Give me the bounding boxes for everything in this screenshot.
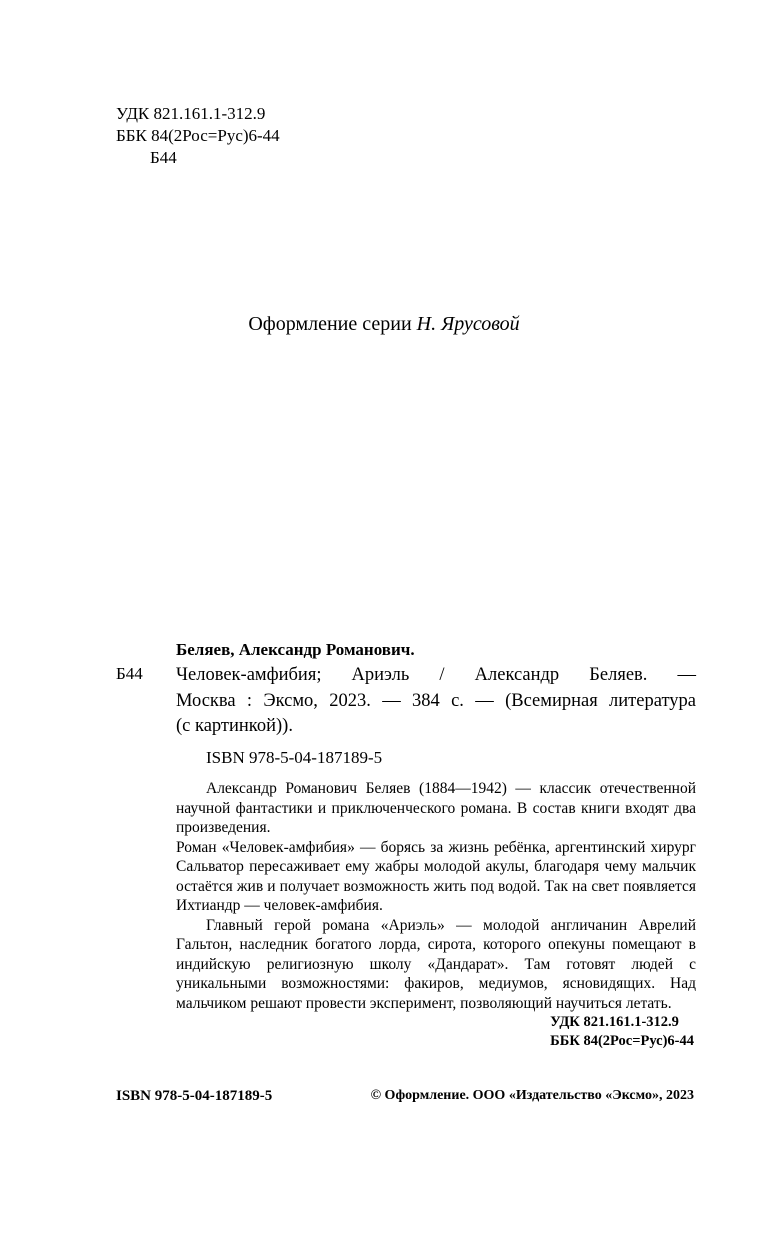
description-line: Человек-амфибия; Ариэль / Александр Беляев. — xyxy=(176,665,696,685)
description-line: (с картинкой)). xyxy=(176,716,293,736)
footer-isbn: ISBN 978-5-04-187189-5 xyxy=(116,1088,273,1104)
classification-codes xyxy=(116,103,280,169)
footer-copyright: © Оформление. ООО «Издательство «Эксмо», 2023 xyxy=(370,1088,694,1103)
series-design-prefix: Оформление серии xyxy=(248,313,412,335)
series-design-credit xyxy=(0,313,768,336)
annotation xyxy=(176,779,696,1013)
annotation-paragraph: Роман «Человек-амфибия» — борясь за жизнь ребёнка, аргентинский хирург Сальватор пересаживает ему жабры молодой акулы, благодаря чему мальчик остаётся жив и получает возможность жить под водой. Так на свет появляется Ихтиандр — человек-амфибия. xyxy=(176,838,696,914)
bottom-bbk-code: ББК 84(2Рос=Рус)6-44 xyxy=(550,1033,694,1049)
bottom-classification-codes xyxy=(550,1013,694,1051)
description-line: Москва : Эксмо, 2023. — 384 с. — (Всемирная литература xyxy=(176,690,696,711)
bibliographic-description xyxy=(176,663,696,740)
record-isbn: ISBN 978-5-04-187189-5 xyxy=(206,748,383,767)
bbk-code: ББК 84(2Рос=Рус)6-44 xyxy=(116,126,280,145)
bottom-udk-code: УДК 821.161.1-312.9 xyxy=(550,1014,679,1030)
author-heading: Беляев, Александр Романович. xyxy=(176,640,415,659)
annotation-paragraph: Александр Романович Беляев (1884—1942) — классик отечественной научной фантастики и приключенческого романа. В состав книги входят два произведения. xyxy=(176,780,696,836)
record-author-mark: Б44 xyxy=(116,664,143,683)
series-designer-name: Н. Ярусовой xyxy=(416,313,520,335)
annotation-paragraph: Главный герой романа «Ариэль» — молодой англичанин Аврелий Гальтон, наследник богатого лорда, сирота, которого опекуны помещают в индийскую религиозную школу «Дандарат». Там готовят людей с уникальными возможностями: факиров, медиумов, ясновидящих. Над мальчиком решают провести эксперимент, позволяющий научиться летать. xyxy=(176,916,696,1012)
author-mark: Б44 xyxy=(150,148,177,167)
udk-code: УДК 821.161.1-312.9 xyxy=(116,104,266,123)
